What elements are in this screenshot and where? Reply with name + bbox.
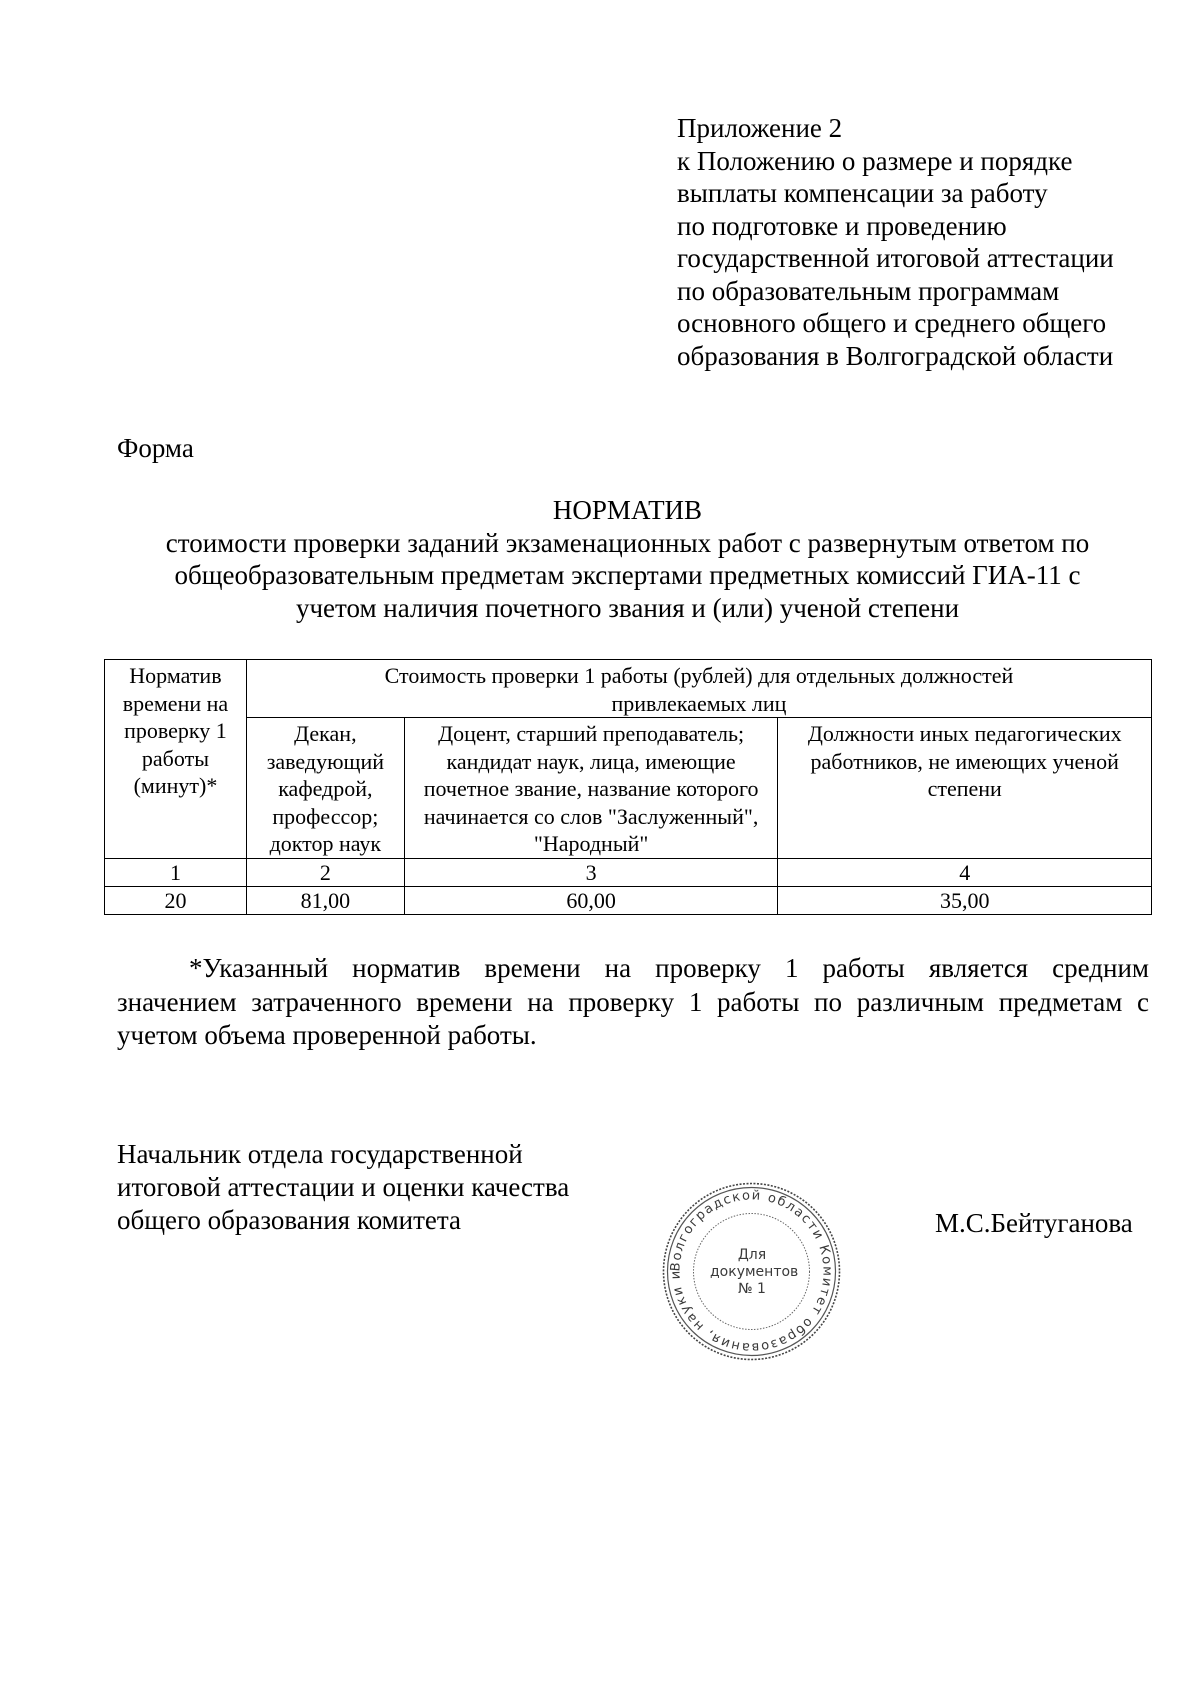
column-number: 2 [246, 858, 404, 886]
table-subheader-row [105, 718, 1152, 859]
signer-line: общего образования комитета [117, 1205, 461, 1235]
title-heading: НОРМАТИВ [552, 495, 703, 525]
footnote-line: *Указанный норматив времени на проверку 1 работы является средним [189, 953, 1149, 983]
signer-line: Начальник отдела государственной [117, 1139, 523, 1169]
signer-title [117, 1138, 569, 1237]
footnote [117, 952, 1149, 1053]
col1-header: Норматив времени на проверку 1 работы (минут)* [105, 660, 247, 859]
appendix-line: государственной итоговой аттестации [677, 243, 1114, 273]
subheader-docent: Доцент, старший преподаватель; кандидат наук, лица, имеющие почетное звание, название которого начинается со слов "Заслуженный", "Народный" [404, 718, 778, 859]
footnote-text: значением затраченного времени на проверку 1 работы по различным предметам с учетом объема проверенной работы. [117, 986, 1149, 1050]
norm-table [104, 659, 1152, 915]
appendix-header [677, 112, 1177, 372]
appendix-line: основного общего и среднего общего [677, 308, 1107, 338]
appendix-line: по образовательным программам [677, 275, 1060, 306]
appendix-line: по подготовке и проведению [677, 210, 1007, 241]
title-line: учетом наличия почетного звания и (или) ученой степени [295, 592, 960, 623]
signer-name: М.С.Бейтуганова [935, 1208, 1133, 1238]
column-number: 3 [404, 858, 778, 886]
column-number: 4 [778, 858, 1152, 886]
title-line: общеобразовательным предметам экспертами предметных комиссий ГИА-11 с [174, 560, 1081, 590]
column-number: 1 [105, 858, 247, 886]
signer-line: итоговой аттестации и оценки качества [117, 1172, 570, 1202]
appendix-line: выплаты компенсации за работу [677, 178, 1048, 208]
table-row [105, 886, 1152, 914]
official-stamp [660, 1180, 843, 1363]
document-title [105, 494, 1150, 624]
title-line: стоимости проверки заданий экзаменационных работ с развернутым ответом по [165, 527, 1090, 558]
appendix-line: Приложение 2 [677, 113, 843, 143]
appendix-line: к Положению о размере и порядке [677, 145, 1073, 176]
table-cell: 35,00 [778, 886, 1152, 914]
table-header-row [105, 660, 1152, 718]
stamp-outer-text: Волгоградской области Комитет образования, науки и [668, 1188, 835, 1355]
table-cell: 60,00 [404, 886, 778, 914]
table-cell: 20 [105, 886, 247, 914]
subheader-other: Должности иных педагогических работников, не имеющих ученой степени [778, 718, 1152, 859]
subheader-dean: Декан, заведующий кафедрой, профессор; доктор наук [246, 718, 404, 859]
table-cell: 81,00 [246, 886, 404, 914]
group-header: Стоимость проверки 1 работы (рублей) для отдельных должностей привлекаемых лиц [246, 660, 1151, 718]
form-label: Форма [117, 433, 194, 463]
stamp-inner-text: Для документов № 1 [710, 1247, 799, 1297]
appendix-line: образования в Волгоградской области [677, 340, 1114, 371]
column-number-row [105, 858, 1152, 886]
